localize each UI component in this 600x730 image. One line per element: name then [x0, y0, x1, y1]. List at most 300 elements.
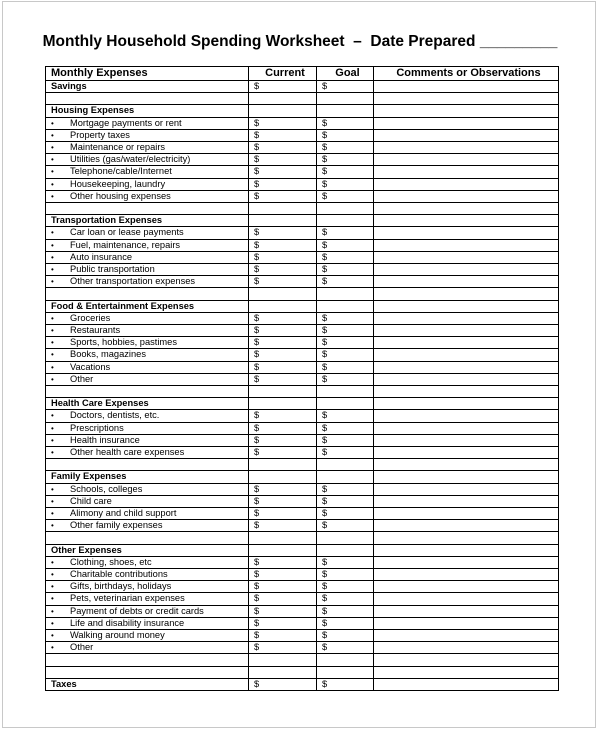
table-row	[46, 264, 559, 276]
comments-cell[interactable]	[374, 276, 559, 288]
expense-item-label: Public transportation	[70, 264, 155, 275]
table-row	[46, 93, 559, 105]
table-row	[46, 605, 559, 617]
table-row	[46, 471, 559, 483]
table-row	[46, 129, 559, 141]
table-row	[46, 593, 559, 605]
goal-amount-cell[interactable]: $	[317, 434, 374, 446]
table-row	[46, 300, 559, 312]
current-amount-cell[interactable]: $	[249, 142, 317, 154]
empty-cell[interactable]	[317, 203, 374, 215]
current-amount-cell[interactable]: $	[249, 434, 317, 446]
goal-amount-cell[interactable]: $	[317, 129, 374, 141]
empty-cell[interactable]	[317, 215, 374, 227]
table-row	[46, 630, 559, 642]
empty-cell	[46, 654, 249, 666]
comments-cell[interactable]	[374, 337, 559, 349]
goal-amount-cell[interactable]: $	[317, 642, 374, 654]
empty-cell[interactable]	[317, 288, 374, 300]
empty-cell[interactable]	[249, 105, 317, 117]
expense-item	[46, 166, 249, 178]
expense-item	[46, 154, 249, 166]
table-row	[46, 434, 559, 446]
empty-cell[interactable]	[317, 105, 374, 117]
comments-cell[interactable]	[374, 178, 559, 190]
section-heading: Transportation Expenses	[46, 215, 249, 227]
bullet-icon: •	[51, 423, 54, 433]
current-amount-cell[interactable]: $	[249, 605, 317, 617]
bullet-icon: •	[51, 570, 54, 580]
expense-item-label: Auto insurance	[70, 251, 133, 262]
table-row	[46, 508, 559, 520]
empty-cell[interactable]	[249, 471, 317, 483]
comments-cell[interactable]	[374, 312, 559, 324]
comments-cell[interactable]	[374, 642, 559, 654]
comments-cell[interactable]	[374, 154, 559, 166]
table-row	[46, 581, 559, 593]
section-heading: Other Expenses	[46, 544, 249, 556]
empty-cell[interactable]	[249, 203, 317, 215]
current-amount-cell[interactable]: $	[249, 178, 317, 190]
current-amount-cell[interactable]: $	[249, 227, 317, 239]
expense-item	[46, 630, 249, 642]
comments-cell[interactable]	[374, 117, 559, 129]
table-row	[46, 312, 559, 324]
current-amount-cell[interactable]: $	[249, 630, 317, 642]
bullet-icon: •	[51, 252, 54, 262]
goal-amount-cell[interactable]: $	[317, 337, 374, 349]
goal-amount-cell[interactable]: $	[317, 142, 374, 154]
table-row	[46, 349, 559, 361]
comments-cell[interactable]	[374, 605, 559, 617]
empty-cell[interactable]	[249, 288, 317, 300]
bullet-icon: •	[51, 582, 54, 592]
expense-item-label: Other	[70, 373, 94, 384]
goal-amount-cell[interactable]: $	[317, 373, 374, 385]
bullet-icon: •	[51, 606, 54, 616]
empty-cell[interactable]	[317, 666, 374, 678]
table-row	[46, 642, 559, 654]
section-heading: Health Care Expenses	[46, 398, 249, 410]
table-row	[46, 422, 559, 434]
table-row	[46, 532, 559, 544]
goal-amount-cell[interactable]: $	[317, 227, 374, 239]
bullet-icon: •	[51, 557, 54, 567]
comments-cell[interactable]	[374, 556, 559, 568]
goal-amount-cell[interactable]: $	[317, 569, 374, 581]
current-amount-cell[interactable]: $	[249, 520, 317, 532]
empty-cell[interactable]	[317, 654, 374, 666]
expense-item	[46, 337, 249, 349]
empty-cell	[46, 666, 249, 678]
summary-label: Savings	[46, 81, 249, 93]
goal-amount-cell[interactable]: $	[317, 325, 374, 337]
expense-item-label: Payment of debts or credit cards	[70, 605, 204, 616]
bullet-icon: •	[51, 411, 54, 421]
bullet-icon: •	[51, 240, 54, 250]
empty-cell[interactable]	[317, 398, 374, 410]
comments-cell[interactable]	[374, 617, 559, 629]
bullet-icon: •	[51, 484, 54, 494]
empty-cell	[374, 215, 559, 227]
empty-cell	[46, 532, 249, 544]
comments-cell[interactable]	[374, 239, 559, 251]
current-amount-cell[interactable]: $	[249, 581, 317, 593]
current-amount-cell[interactable]: $	[249, 678, 317, 690]
expense-item	[46, 422, 249, 434]
comments-cell[interactable]	[374, 129, 559, 141]
table-row	[46, 373, 559, 385]
current-amount-cell[interactable]: $	[249, 251, 317, 263]
goal-amount-cell[interactable]: $	[317, 630, 374, 642]
current-amount-cell[interactable]: $	[249, 447, 317, 459]
table-row	[46, 227, 559, 239]
current-amount-cell[interactable]: $	[249, 508, 317, 520]
empty-cell	[374, 288, 559, 300]
current-amount-cell[interactable]: $	[249, 190, 317, 202]
expense-item	[46, 447, 249, 459]
empty-cell[interactable]	[249, 386, 317, 398]
goal-amount-cell[interactable]: $	[317, 166, 374, 178]
comments-cell[interactable]	[374, 593, 559, 605]
header-monthly-expenses: Monthly Expenses	[46, 67, 249, 81]
table-row	[46, 117, 559, 129]
goal-amount-cell[interactable]: $	[317, 605, 374, 617]
table-row	[46, 215, 559, 227]
table-row	[46, 520, 559, 532]
expense-item-label: Alimony and child support	[70, 508, 177, 519]
bullet-icon: •	[51, 326, 54, 336]
goal-amount-cell[interactable]: $	[317, 239, 374, 251]
expense-item	[46, 361, 249, 373]
table-row	[46, 239, 559, 251]
expense-item-label: Life and disability insurance	[70, 617, 185, 628]
bullet-icon: •	[51, 313, 54, 323]
goal-amount-cell[interactable]: $	[317, 361, 374, 373]
comments-cell[interactable]	[374, 142, 559, 154]
empty-cell	[46, 288, 249, 300]
expense-item-label: Clothing, shoes, etc	[70, 556, 152, 567]
comments-cell[interactable]	[374, 447, 559, 459]
comments-cell[interactable]	[374, 373, 559, 385]
current-amount-cell[interactable]: $	[249, 373, 317, 385]
goal-amount-cell[interactable]: $	[317, 276, 374, 288]
empty-cell	[374, 654, 559, 666]
header-row	[46, 67, 559, 81]
summary-label: Taxes	[46, 678, 249, 690]
bullet-icon: •	[51, 362, 54, 372]
expense-item	[46, 227, 249, 239]
goal-amount-cell[interactable]: $	[317, 422, 374, 434]
expense-item-label: Schools, colleges	[70, 483, 143, 494]
expense-item	[46, 483, 249, 495]
expense-item	[46, 349, 249, 361]
bullet-icon: •	[51, 521, 54, 531]
expense-item-label: Car loan or lease payments	[70, 227, 184, 238]
comments-cell[interactable]	[374, 251, 559, 263]
current-amount-cell[interactable]: $	[249, 264, 317, 276]
expense-item-label: Sports, hobbies, pastimes	[70, 337, 177, 348]
empty-cell	[374, 459, 559, 471]
comments-cell[interactable]	[374, 349, 559, 361]
expense-item	[46, 642, 249, 654]
goal-amount-cell[interactable]: $	[317, 81, 374, 93]
goal-amount-cell[interactable]: $	[317, 508, 374, 520]
empty-cell	[374, 300, 559, 312]
comments-cell[interactable]	[374, 630, 559, 642]
current-amount-cell[interactable]: $	[249, 495, 317, 507]
table-row	[46, 483, 559, 495]
expense-item-label: Pets, veterinarian expenses	[70, 593, 185, 604]
expense-item-label: Doctors, dentists, etc.	[70, 410, 160, 421]
comments-cell[interactable]	[374, 166, 559, 178]
expense-item	[46, 495, 249, 507]
current-amount-cell[interactable]: $	[249, 361, 317, 373]
empty-cell	[46, 203, 249, 215]
expense-item-label: Child care	[70, 495, 112, 506]
expense-item	[46, 434, 249, 446]
worksheet-body	[46, 81, 559, 691]
expense-item-label: Restaurants	[70, 325, 121, 336]
table-row	[46, 178, 559, 190]
empty-cell	[374, 398, 559, 410]
comments-cell[interactable]	[374, 508, 559, 520]
expense-item-label: Other housing expenses	[70, 190, 171, 201]
table-row	[46, 142, 559, 154]
current-amount-cell[interactable]: $	[249, 617, 317, 629]
goal-amount-cell[interactable]: $	[317, 251, 374, 263]
goal-amount-cell[interactable]: $	[317, 617, 374, 629]
comments-cell[interactable]	[374, 361, 559, 373]
header-comments: Comments or Observations	[374, 67, 559, 81]
goal-amount-cell[interactable]: $	[317, 483, 374, 495]
empty-cell[interactable]	[317, 532, 374, 544]
expense-item	[46, 605, 249, 617]
goal-amount-cell[interactable]: $	[317, 593, 374, 605]
section-heading: Housing Expenses	[46, 105, 249, 117]
goal-amount-cell[interactable]: $	[317, 264, 374, 276]
current-amount-cell[interactable]: $	[249, 276, 317, 288]
expense-item-label: Books, magazines	[70, 349, 146, 360]
bullet-icon: •	[51, 167, 54, 177]
expense-item	[46, 617, 249, 629]
goal-amount-cell[interactable]: $	[317, 556, 374, 568]
table-row	[46, 447, 559, 459]
empty-cell[interactable]	[317, 386, 374, 398]
goal-amount-cell[interactable]: $	[317, 312, 374, 324]
bullet-icon: •	[51, 594, 54, 604]
expense-item-label: Telephone/cable/Internet	[70, 166, 172, 177]
current-amount-cell[interactable]: $	[249, 593, 317, 605]
comments-cell[interactable]	[374, 520, 559, 532]
table-row	[46, 678, 559, 690]
bullet-icon: •	[51, 448, 54, 458]
empty-cell	[374, 386, 559, 398]
comments-cell[interactable]	[374, 569, 559, 581]
bullet-icon: •	[51, 277, 54, 287]
empty-cell[interactable]	[249, 398, 317, 410]
section-heading: Family Expenses	[46, 471, 249, 483]
goal-amount-cell[interactable]: $	[317, 495, 374, 507]
expense-item	[46, 190, 249, 202]
table-row	[46, 251, 559, 263]
table-row	[46, 288, 559, 300]
current-amount-cell[interactable]: $	[249, 422, 317, 434]
table-row	[46, 459, 559, 471]
bullet-icon: •	[51, 509, 54, 519]
current-amount-cell[interactable]: $	[249, 556, 317, 568]
table-row	[46, 410, 559, 422]
table-row	[46, 105, 559, 117]
expense-item-label: Other health care expenses	[70, 447, 185, 458]
bullet-icon: •	[51, 265, 54, 275]
bullet-icon: •	[51, 338, 54, 348]
goal-amount-cell[interactable]: $	[317, 349, 374, 361]
empty-cell	[374, 544, 559, 556]
empty-cell	[46, 459, 249, 471]
bullet-icon: •	[51, 191, 54, 201]
expense-item	[46, 276, 249, 288]
goal-amount-cell[interactable]: $	[317, 581, 374, 593]
comments-cell[interactable]	[374, 495, 559, 507]
table-row	[46, 166, 559, 178]
goal-amount-cell[interactable]: $	[317, 410, 374, 422]
expense-item-label: Property taxes	[70, 129, 130, 140]
bullet-icon: •	[51, 179, 54, 189]
expense-item-label: Walking around money	[70, 630, 165, 641]
expense-item	[46, 410, 249, 422]
current-amount-cell[interactable]: $	[249, 642, 317, 654]
current-amount-cell[interactable]: $	[249, 312, 317, 324]
table-row	[46, 337, 559, 349]
goal-amount-cell[interactable]: $	[317, 117, 374, 129]
comments-cell[interactable]	[374, 434, 559, 446]
page-title: Monthly Household Spending Worksheet – Date Prepared _________	[42, 33, 558, 50]
comments-cell[interactable]	[374, 227, 559, 239]
table-row	[46, 556, 559, 568]
expense-item-label: Vacations	[70, 361, 111, 372]
current-amount-cell[interactable]: $	[249, 239, 317, 251]
expense-item-label: Mortgage payments or rent	[70, 117, 182, 128]
current-amount-cell[interactable]: $	[249, 337, 317, 349]
current-amount-cell[interactable]: $	[249, 154, 317, 166]
expense-item-label: Housekeeping, laundry	[70, 178, 166, 189]
expense-item	[46, 264, 249, 276]
expense-item-label: Fuel, maintenance, repairs	[70, 239, 181, 250]
expense-item	[46, 569, 249, 581]
current-amount-cell[interactable]: $	[249, 325, 317, 337]
bullet-icon: •	[51, 374, 54, 384]
table-row	[46, 190, 559, 202]
expense-item	[46, 142, 249, 154]
header-goal: Goal	[317, 67, 374, 81]
bullet-icon: •	[51, 130, 54, 140]
bullet-icon: •	[51, 228, 54, 238]
goal-amount-cell[interactable]: $	[317, 678, 374, 690]
empty-cell[interactable]	[317, 93, 374, 105]
empty-cell[interactable]	[317, 471, 374, 483]
goal-amount-cell[interactable]: $	[317, 154, 374, 166]
table-row	[46, 81, 559, 93]
expense-item	[46, 129, 249, 141]
expense-item	[46, 520, 249, 532]
bullet-icon: •	[51, 143, 54, 152]
empty-cell	[46, 93, 249, 105]
comments-cell[interactable]	[374, 483, 559, 495]
spending-worksheet-table	[45, 66, 559, 691]
comments-cell[interactable]	[374, 422, 559, 434]
empty-cell[interactable]	[249, 654, 317, 666]
table-row	[46, 666, 559, 678]
table-row	[46, 495, 559, 507]
expense-item-label: Prescriptions	[70, 422, 124, 433]
empty-cell[interactable]	[249, 215, 317, 227]
goal-amount-cell[interactable]: $	[317, 520, 374, 532]
expense-item-label: Maintenance or repairs	[70, 142, 166, 152]
bullet-icon: •	[51, 435, 54, 445]
current-amount-cell[interactable]: $	[249, 81, 317, 93]
expense-item	[46, 593, 249, 605]
bullet-icon: •	[51, 155, 54, 165]
current-amount-cell[interactable]: $	[249, 569, 317, 581]
bullet-icon: •	[51, 118, 54, 128]
comments-cell[interactable]	[374, 190, 559, 202]
comments-cell[interactable]	[374, 581, 559, 593]
current-amount-cell[interactable]: $	[249, 483, 317, 495]
empty-cell	[374, 471, 559, 483]
empty-cell[interactable]	[317, 459, 374, 471]
comments-cell[interactable]	[374, 81, 559, 93]
expense-item	[46, 508, 249, 520]
current-amount-cell[interactable]: $	[249, 349, 317, 361]
empty-cell[interactable]	[317, 300, 374, 312]
table-row	[46, 654, 559, 666]
goal-amount-cell[interactable]: $	[317, 447, 374, 459]
empty-cell[interactable]	[249, 459, 317, 471]
empty-cell	[374, 105, 559, 117]
expense-item-label: Other	[70, 642, 94, 653]
empty-cell	[374, 666, 559, 678]
empty-cell[interactable]	[249, 544, 317, 556]
goal-amount-cell[interactable]: $	[317, 178, 374, 190]
comments-cell[interactable]	[374, 264, 559, 276]
expense-item-label: Utilities (gas/water/electricity)	[70, 154, 191, 165]
empty-cell[interactable]	[249, 93, 317, 105]
empty-cell[interactable]	[317, 544, 374, 556]
header-current: Current	[249, 67, 317, 81]
current-amount-cell[interactable]: $	[249, 166, 317, 178]
empty-cell[interactable]	[249, 300, 317, 312]
current-amount-cell[interactable]: $	[249, 129, 317, 141]
expense-item	[46, 178, 249, 190]
bullet-icon: •	[51, 631, 54, 641]
table-row	[46, 276, 559, 288]
empty-cell[interactable]	[249, 666, 317, 678]
current-amount-cell[interactable]: $	[249, 410, 317, 422]
goal-amount-cell[interactable]: $	[317, 190, 374, 202]
comments-cell[interactable]	[374, 678, 559, 690]
expense-item	[46, 581, 249, 593]
bullet-icon: •	[51, 496, 54, 506]
expense-item	[46, 373, 249, 385]
expense-item	[46, 251, 249, 263]
comments-cell[interactable]	[374, 410, 559, 422]
expense-item-label: Charitable contributions	[70, 569, 168, 580]
current-amount-cell[interactable]: $	[249, 117, 317, 129]
table-row	[46, 361, 559, 373]
empty-cell[interactable]	[249, 532, 317, 544]
comments-cell[interactable]	[374, 325, 559, 337]
